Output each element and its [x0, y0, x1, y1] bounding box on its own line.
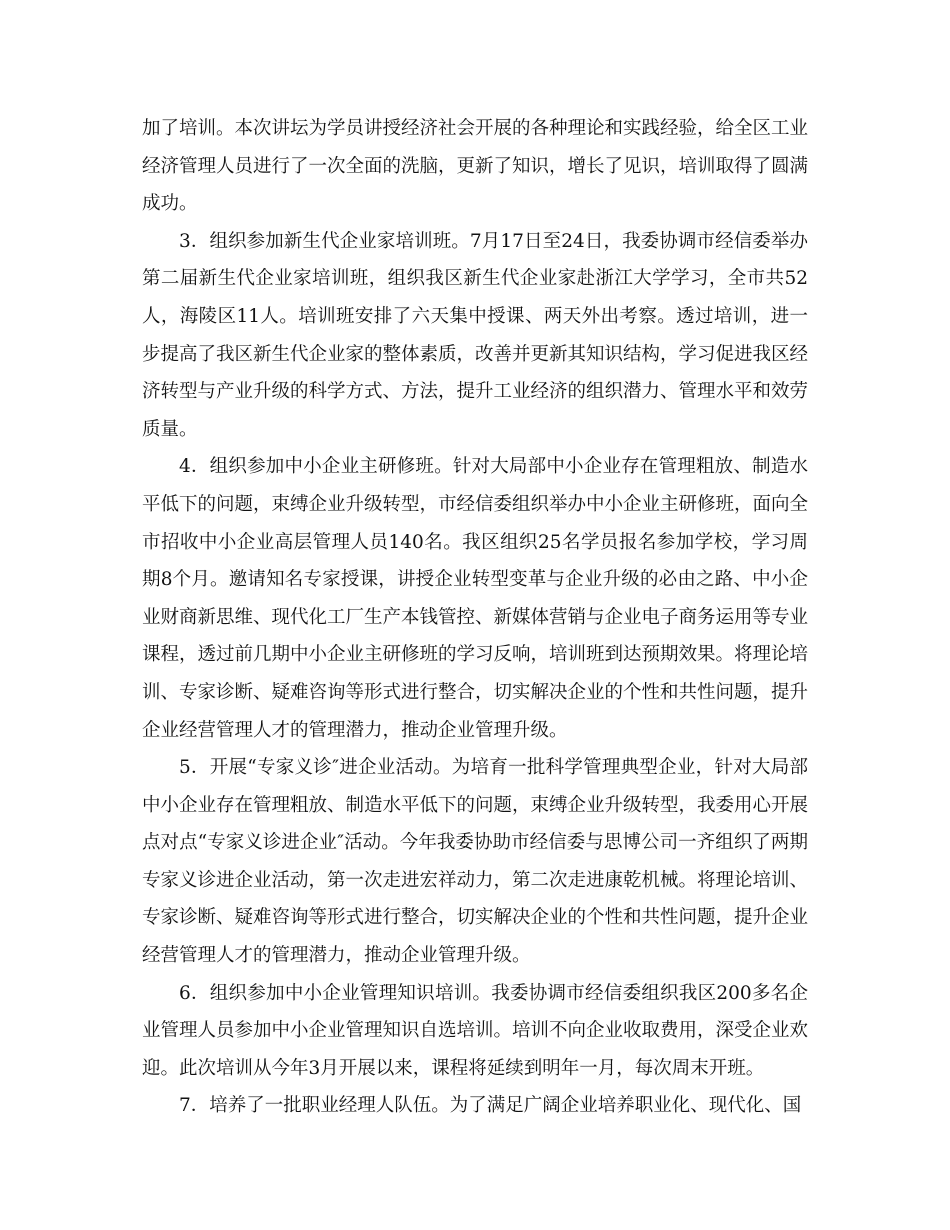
paragraph-item-5: 5．开展“专家义诊″进企业活动。为培育一批科学管理典型企业，针对大局部中小企业存在管理粗放、制造水平低下的问题，束缚企业升级转型，我委用心开展点对点“专家义诊进企业″活动。今年我委协助市经信委与思博公司一齐组织了两期专家义诊进企业活动，第一次走进宏祥动力，第二次走进康乾机械。将理论培训、专家诊断、疑难咨询等形式进行整合，切实解决企业的个性和共性问题，提升企业经营管理人才的管理潜力，推动企业管理升级。 — [142, 757, 809, 967]
document-body — [142, 110, 808, 1125]
paragraph-continuation: 加了培训。本次讲坛为学员讲授经济社会开展的各种理论和实践经验，给全区工业经济管理人员进行了一次全面的洗脑，更新了知识，增长了见识，培训取得了圆满成功。 — [142, 118, 809, 215]
paragraph-item-3: 3．组织参加新生代企业家培训班。7月17日至24日，我委协调市经信委举办第二届新生代企业家培训班，组织我区新生代企业家赴浙江大学学习，全市共52人，海陵区11人。培训班安排了六天集中授课、两天外出考察。透过培训，进一步提高了我区新生代企业家的整体素质，改善并更新其知识结构，学习促进我区经济转型与产业升级的科学方式、方法，提升工业经济的组织潜力、管理水平和效劳质量。 — [142, 230, 809, 440]
paragraph-item-6: 6．组织参加中小企业管理知识培训。我委协调市经信委组织我区200多名企业管理人员参加中小企业管理知识自选培训。培训不向企业收取费用，深受企业欢迎。此次培训从今年3月开展以来，课程将延续到明年一月，每次周末开班。 — [142, 982, 809, 1079]
paragraph-item-4: 4．组织参加中小企业主研修班。针对大局部中小企业存在管理粗放、制造水平低下的问题，束缚企业升级转型，市经信委组织举办中小企业主研修班，面向全市招收中小企业高层管理人员140名。我区组织25名学员报名参加学校，学习周期8个月。邀请知名专家授课，讲授企业转型变革与企业升级的必由之路、中小企业财商新思维、现代化工厂生产本钱管控、新媒体营销与企业电子商务运用等专业课程，透过前几期中小企业主研修班的学习反响，培训班到达预期效果。将理论培训、专家诊断、疑难咨询等形式进行整合，切实解决企业的个性和共性问题，提升企业经营管理人才的管理潜力，推动企业管理升级。 — [142, 456, 809, 741]
paragraph-item-7: 7．培养了一批职业经理人队伍。为了满足广阔企业培养职业化、现代化、国 — [179, 1095, 802, 1117]
